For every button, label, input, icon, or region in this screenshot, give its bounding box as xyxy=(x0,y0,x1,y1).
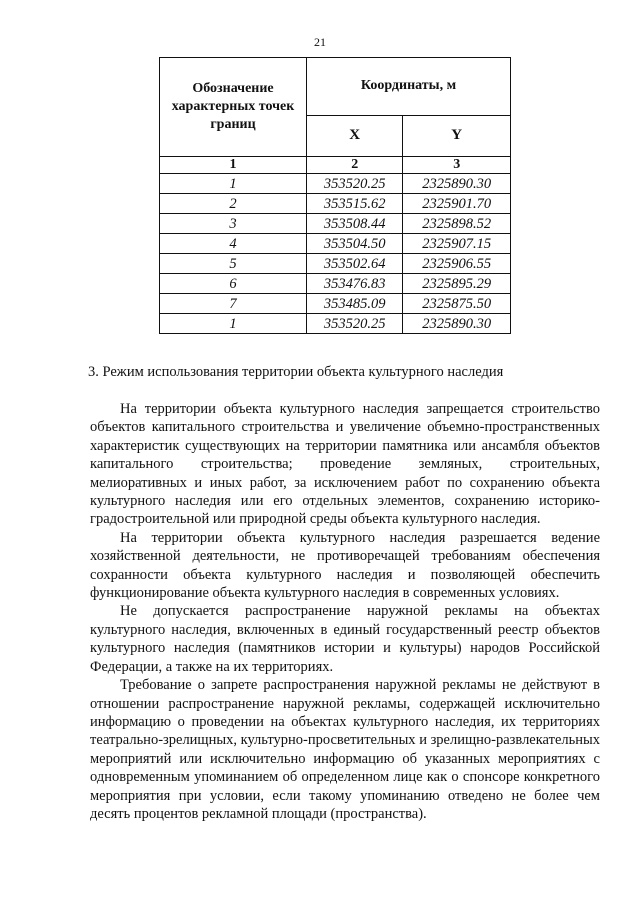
point-cell: 3 xyxy=(160,214,307,234)
header-x: X xyxy=(307,115,403,156)
y-cell: 2325907.15 xyxy=(403,234,511,254)
page-number: 21 xyxy=(314,35,326,49)
header-coordinates: Координаты, м xyxy=(307,58,511,116)
paragraph-advertising-exception: Требование о запрете распространения наружной рекламы не действуют в отношении распространение наружной рекламы, содержащей исключительно информацию о проведении на объектах культурного наследия, их территориях театрально-зрелищных, культурно-просветительных и зрелищно-развлекательных мероприятий или исключительно информацию об указанных мероприятиях с одновременным упоминанием об определенном лице как о спонсоре конкретного мероприятия при условии, если такому упоминанию отведено не более чем десять процентов рекламной площади (пространства). xyxy=(90,677,600,822)
table-row xyxy=(160,294,511,314)
paragraph-prohibitions: На территории объекта культурного наследия запрещается строительство объектов капитального строительства и увеличение объемно-пространственных характеристик существующих на территории памятника или ансамбля объектов капитального строительства; проведение земляных, строительных, мелиоративных и иных работ, за исключением работ по сохранению объекта культурного наследия или его отдельных элементов, сохранению историко-градостроительной или природной среды объекта культурного наследия. xyxy=(90,401,600,528)
y-cell: 2325890.30 xyxy=(403,314,511,334)
table-row xyxy=(160,274,511,294)
y-cell: 2325901.70 xyxy=(403,194,511,214)
coordinates-table xyxy=(159,57,511,334)
x-cell: 353520.25 xyxy=(307,174,403,194)
table-row xyxy=(160,254,511,274)
x-cell: 353502.64 xyxy=(307,254,403,274)
point-cell: 5 xyxy=(160,254,307,274)
table-row xyxy=(160,194,511,214)
body-text xyxy=(90,400,600,823)
point-cell: 1 xyxy=(160,314,307,334)
column-number-2: 2 xyxy=(307,157,403,174)
section-heading: 3. Режим использования территории объекта культурного наследия xyxy=(88,364,504,380)
column-number-1: 1 xyxy=(160,157,307,174)
table-row xyxy=(160,174,511,194)
x-cell: 353504.50 xyxy=(307,234,403,254)
point-cell: 7 xyxy=(160,294,307,314)
point-cell: 2 xyxy=(160,194,307,214)
point-cell: 1 xyxy=(160,174,307,194)
y-cell: 2325906.55 xyxy=(403,254,511,274)
table-header-row xyxy=(160,58,511,116)
header-y: Y xyxy=(403,115,511,156)
x-cell: 353515.62 xyxy=(307,194,403,214)
table-row xyxy=(160,214,511,234)
point-cell: 4 xyxy=(160,234,307,254)
paragraph-advertising-ban: Не допускается распространение наружной рекламы на объектах культурного наследия, включенных в единый государственный реестр объектов культурного наследия (памятников истории и культуры) народов Российской Федерации, а также на их территориях. xyxy=(90,603,600,675)
y-cell: 2325898.52 xyxy=(403,214,511,234)
y-cell: 2325890.30 xyxy=(403,174,511,194)
y-cell: 2325875.50 xyxy=(403,294,511,314)
column-number-3: 3 xyxy=(403,157,511,174)
header-designation: Обозначение характерных точек границ xyxy=(160,58,307,157)
x-cell: 353476.83 xyxy=(307,274,403,294)
column-number-row xyxy=(160,157,511,174)
x-cell: 353520.25 xyxy=(307,314,403,334)
table-row xyxy=(160,234,511,254)
table-row xyxy=(160,314,511,334)
x-cell: 353508.44 xyxy=(307,214,403,234)
x-cell: 353485.09 xyxy=(307,294,403,314)
y-cell: 2325895.29 xyxy=(403,274,511,294)
paragraph-permitted-activity: На территории объекта культурного наследия разрешается ведение хозяйственной деятельности, не противоречащей требованиям обеспечения сохранности объекта культурного наследия и позволяющей обеспечить функционирование объекта культурного наследия в современных условиях. xyxy=(90,529,600,602)
point-cell: 6 xyxy=(160,274,307,294)
